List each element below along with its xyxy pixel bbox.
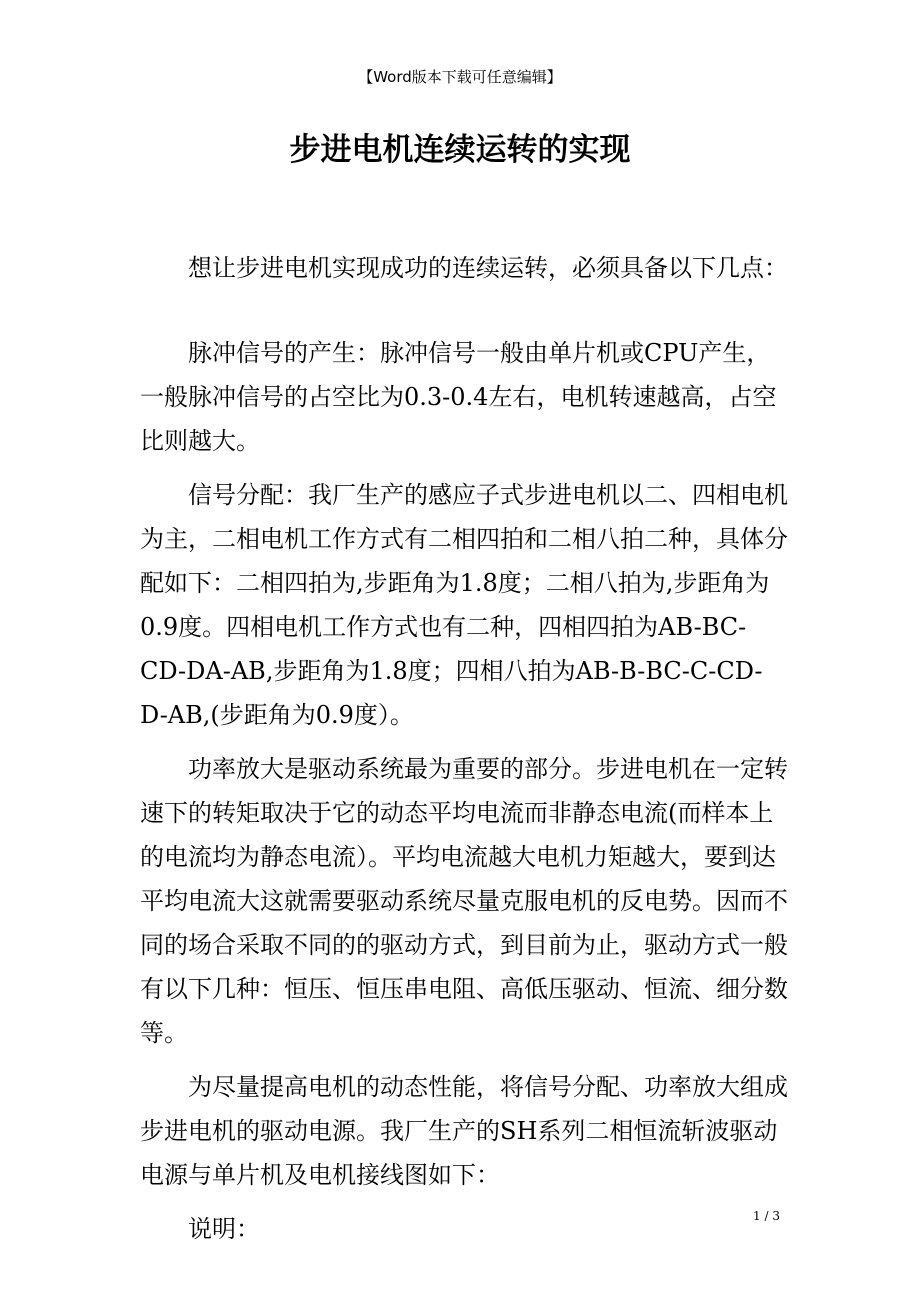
paragraph-signal-distribution: 信号分配：我厂生产的感应子式步进电机以二、四相电机为主，二相电机工作方式有二相四拍和二相八拍二种，具体分配如下：二相四拍为,步距角为1.8度；二相八拍为,步距角为0.9度。四相电机工作方式也有二种，四相四拍为AB-BC-CD-DA-AB,步距角为1.8度；四相八拍为AB-B-BC-C-CD-D-AB,(步距角为0.9度）。 <box>140 481 788 729</box>
document-title: 步进电机连续运转的实现 <box>289 132 631 168</box>
document-body <box>140 246 790 1251</box>
paragraph-intro: 想让步进电机实现成功的连续运转，必须具备以下几点： <box>188 254 788 282</box>
download-banner: 【Word版本下载可任意编辑】 <box>358 68 562 86</box>
paragraph-explanation: 说明： <box>188 1215 260 1243</box>
page-number: 1 / 3 <box>753 1209 780 1223</box>
paragraph-drive-power: 为尽量提高电机的动态性能，将信号分配、功率放大组成步进电机的驱动电源。我厂生产的SH系列二相恒流斩波驱动电源与单片机及电机接线图如下： <box>140 1073 788 1189</box>
paragraph-pulse-signal: 脉冲信号的产生：脉冲信号一般由单片机或CPU产生，一般脉冲信号的占空比为0.3-0.4左右，电机转速越高，占空比则越大。 <box>140 339 777 455</box>
paragraph-power-amplification: 功率放大是驱动系统最为重要的部分。步进电机在一定转速下的转矩取决于它的动态平均电流而非静态电流(而样本上的电流均为静态电流）。平均电流越大电机力矩越大，要到达平均电流大这就需要驱动系统尽量克服电机的反电势。因而不同的场合采取不同的的驱动方式，到目前为止，驱动方式一般有以下几种：恒压、恒压串电阻、高低压驱动、恒流、细分数等。 <box>140 755 788 1047</box>
